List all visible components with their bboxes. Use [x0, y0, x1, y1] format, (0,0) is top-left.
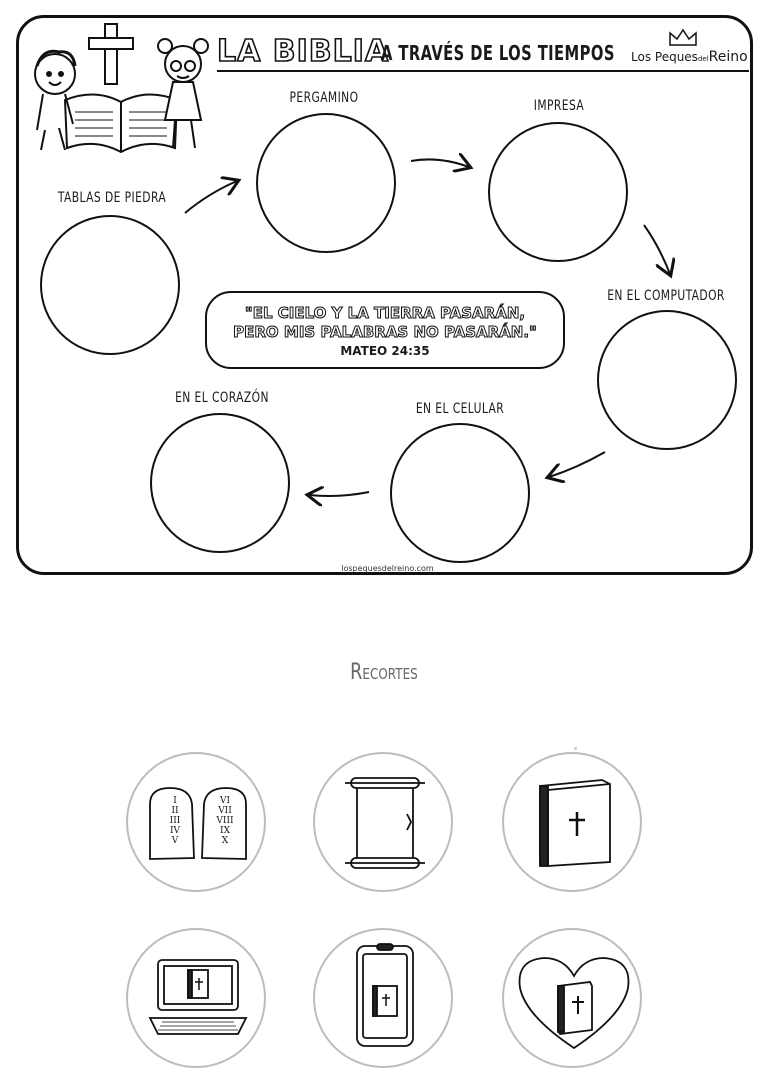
numeral: VII [218, 806, 232, 816]
footer-url: lospequesdelreino.com [341, 564, 434, 573]
cutout-scroll[interactable] [313, 752, 453, 892]
arrow-1-icon [185, 181, 237, 213]
tablet-left-numerals [164, 796, 186, 846]
brand-part3: Reino [708, 49, 748, 65]
laptop-bible-icon [128, 930, 266, 1068]
cutout-phone-bible[interactable] [313, 928, 453, 1068]
stone-tablets-icon [128, 754, 266, 892]
verse-line-2: PERO MIS PALABRAS NO PASARÁN." [233, 323, 537, 341]
numeral: VI [219, 796, 231, 806]
numeral: I [173, 796, 177, 806]
verse-line-1: "EL CIELO Y LA TIERRA PASARÁN, [244, 304, 526, 322]
bible-verse-box [205, 291, 565, 369]
numeral: V [171, 836, 179, 846]
tablet-right-numerals [210, 796, 240, 846]
arrow-5-icon [309, 492, 369, 496]
numeral: IV [169, 826, 181, 836]
stage-label-pergamino: PERGAMINO [289, 90, 359, 106]
cutouts-heading: Recortes [350, 660, 418, 685]
stage-label-corazon: EN EL CORAZÓN [175, 390, 269, 406]
numeral: IX [220, 826, 230, 836]
arrow-2-icon [411, 159, 469, 167]
stage-label-impresa: IMPRESA [533, 98, 585, 114]
verse-reference: MATEO 24:35 [340, 344, 430, 358]
arrow-4-icon [549, 452, 605, 477]
numeral: VIII [216, 816, 234, 826]
brand-part2: del [697, 55, 709, 63]
title-subtitle: A TRAVÉS DE LOS TIEMPOS [381, 41, 615, 65]
numeral: III [169, 816, 181, 826]
stage-label-tablas: TABLAS DE PIEDRA [57, 190, 167, 206]
cutout-laptop-bible[interactable] [126, 928, 266, 1068]
printed-bible-icon [504, 754, 642, 892]
numeral: II [171, 806, 179, 816]
scroll-icon [315, 754, 453, 892]
phone-bible-icon [315, 930, 453, 1068]
worksheet-card [16, 15, 753, 575]
cutout-printed-bible[interactable] [502, 752, 642, 892]
numeral: X [221, 836, 229, 846]
stage-label-celular: EN EL CELULAR [415, 401, 505, 417]
cutout-heart-bible[interactable] [502, 928, 642, 1068]
title-main: LA BIBLIA [217, 34, 390, 69]
cutout-stone-tablets[interactable] [126, 752, 266, 892]
heart-bible-icon [504, 930, 642, 1068]
stage-label-computador: EN EL COMPUTADOR [607, 288, 725, 304]
decorative-dot [574, 747, 577, 750]
arrow-3-icon [644, 225, 670, 274]
brand-part1: Los Peques [631, 50, 698, 64]
